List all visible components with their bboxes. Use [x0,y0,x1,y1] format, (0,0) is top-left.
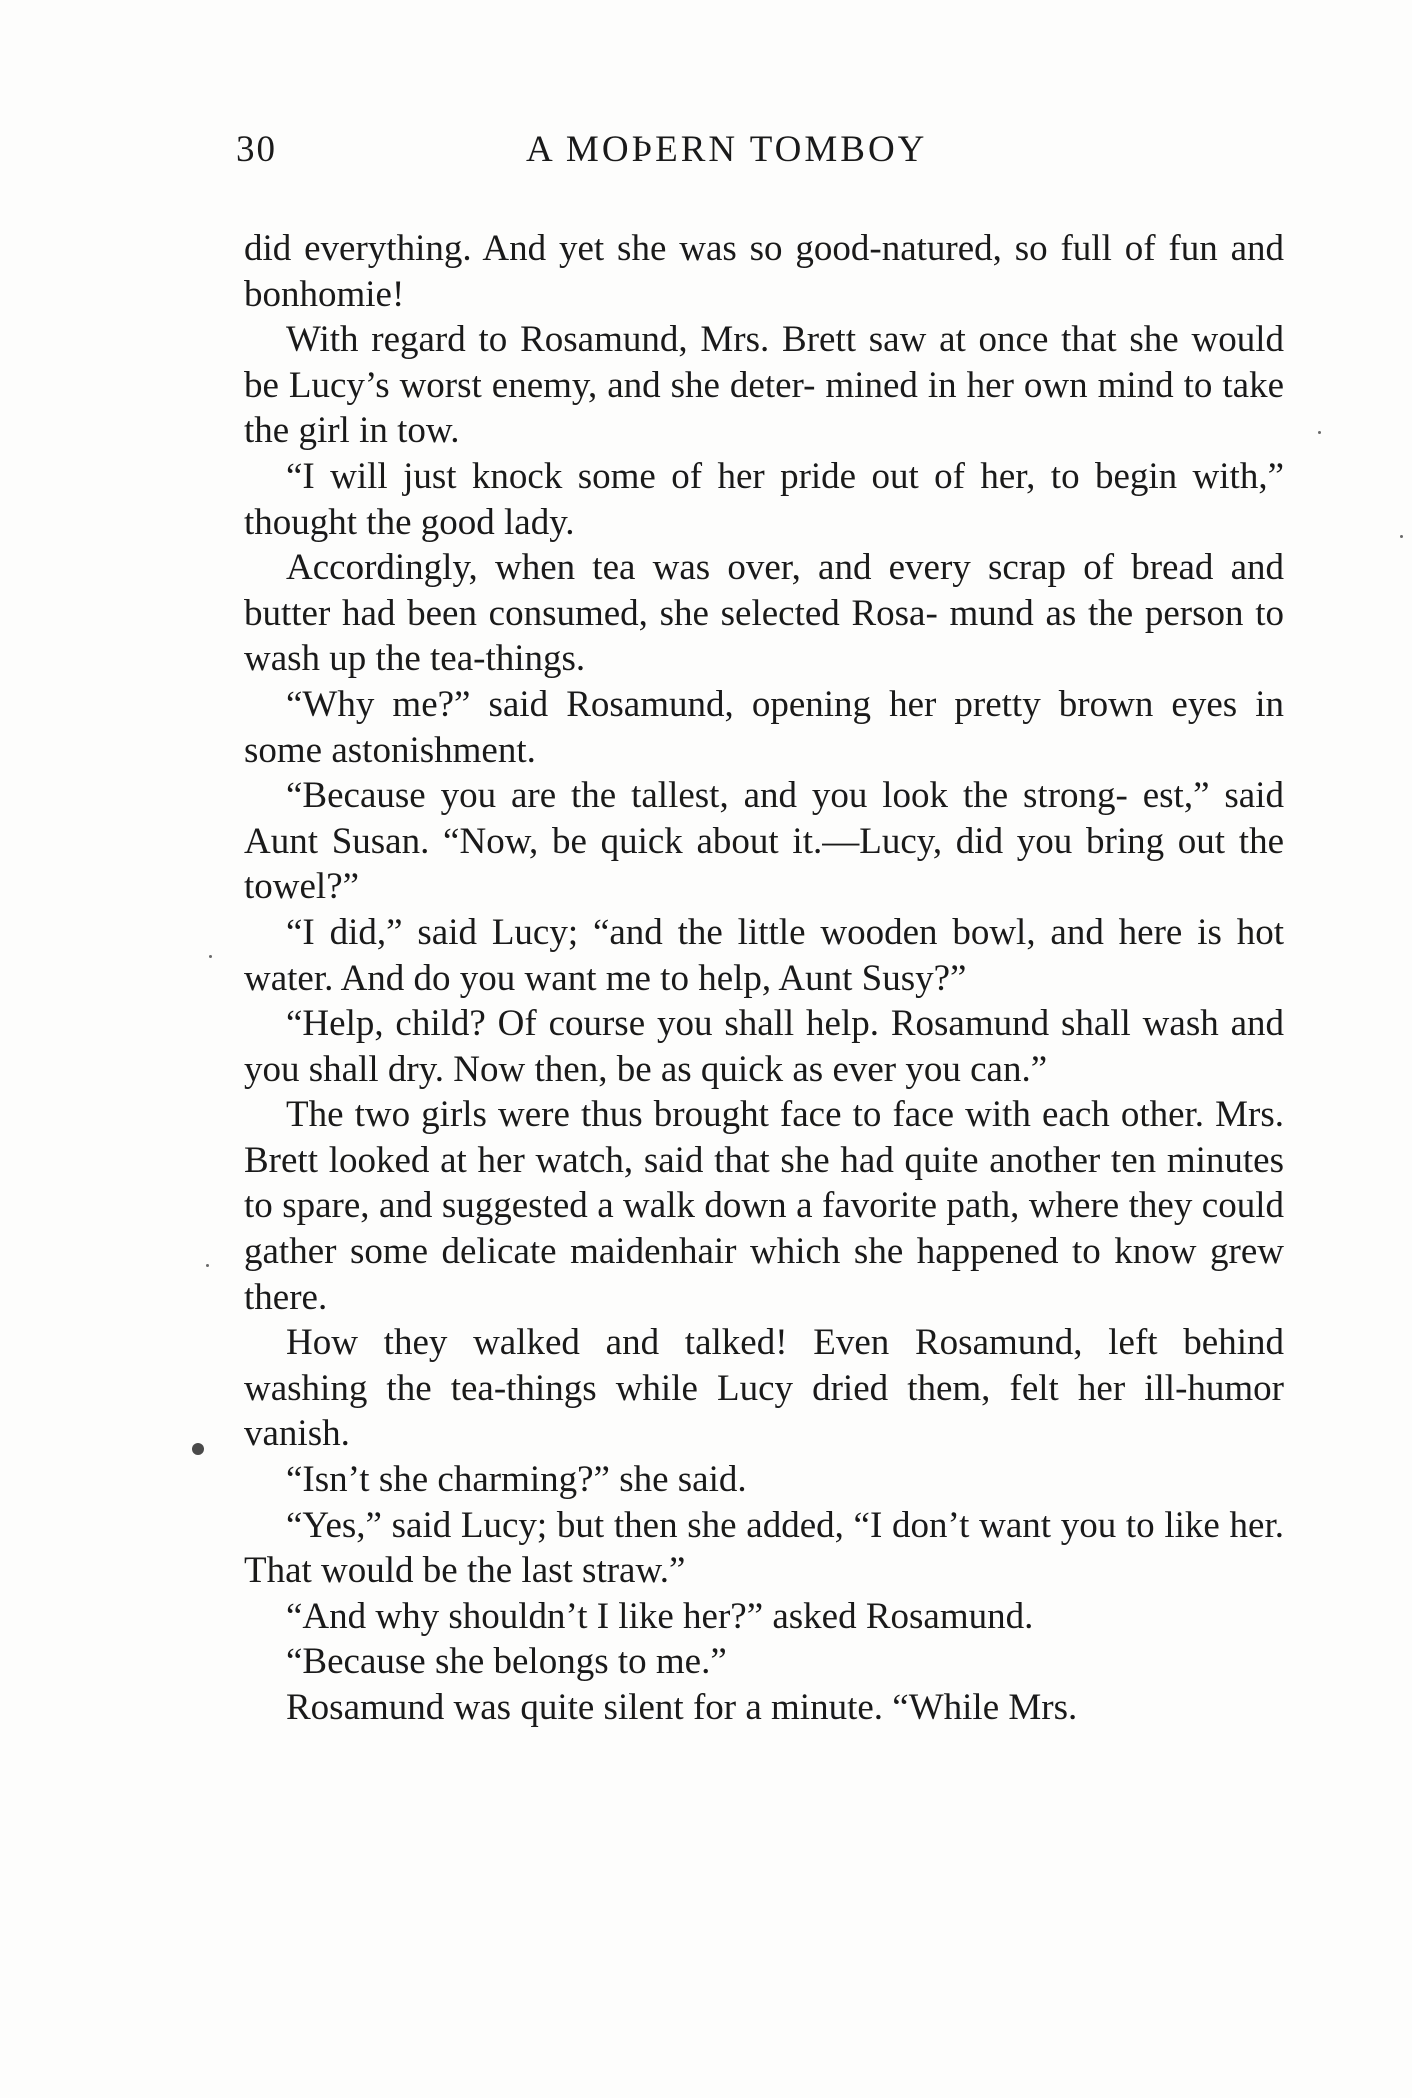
paragraph: “Help, child? Of course you shall help. Rosamund shall wash and you shall dry. Now then, be as quick as ever you can.” [244,1003,1284,1090]
paper-speck [1400,535,1403,538]
paragraph: “Yes,” said Lucy; but then she added, “I don’t want you to like her. That would be the last straw.” [244,1504,1284,1592]
paragraph: Accordingly, when tea was over, and every scrap of bread and butter had been consumed, she selected Rosa- mund as the person to wash up the tea-things. [244,547,1284,680]
ink-blot-mark [192,1443,204,1455]
paragraph: With regard to Rosamund, Mrs. Brett saw at once that she would be Lucy’s worst enemy, and she deter- mined in her own mind to take the girl in tow. [244,319,1284,452]
paragraph: “And why shouldn’t I like her?” asked Rosamund. [286,1595,1034,1637]
paragraph: “Isn’t she charming?” she said. [286,1459,747,1501]
paper-speck [209,955,212,958]
paragraph: “Because you are the tallest, and you look the strong- est,” said Aunt Susan. “Now, be quick about it.—Lucy, did you bring out the towel?” [244,775,1284,908]
body-text [244,226,1284,1731]
page-number: 30 [236,129,277,170]
paper-speck [206,1264,209,1267]
running-head [236,128,1296,178]
running-title: A MOÞERN TOMBOY [526,129,928,170]
paragraph: “I did,” said Lucy; “and the little wooden bowl, and here is hot water. And do you want me to help, Aunt Susy?” [244,911,1284,999]
paper-speck [1318,431,1321,434]
paragraph: “Why me?” said Rosamund, opening her pretty brown eyes in some astonishment. [244,683,1284,771]
paragraph: How they walked and talked! Even Rosamund, left behind washing the tea-things while Lucy dried them, felt her ill-humor vanish. [244,1322,1284,1455]
paragraph: Rosamund was quite silent for a minute. “While Mrs. [286,1687,1078,1728]
paragraph: did everything. And yet she was so good-natured, so full of fun and bonhomie! [244,228,1284,315]
paragraph: “I will just knock some of her pride out of her, to begin with,” thought the good lady. [244,455,1284,543]
paragraph: “Because she belongs to me.” [286,1641,727,1683]
paragraph: The two girls were thus brought face to face with each other. Mrs. Brett looked at her watch, said that she had quite another ten minutes to spare, and suggested a walk down a favorite path, where they could gather some delicate maidenhair which she happened to know grew there. [244,1094,1284,1318]
